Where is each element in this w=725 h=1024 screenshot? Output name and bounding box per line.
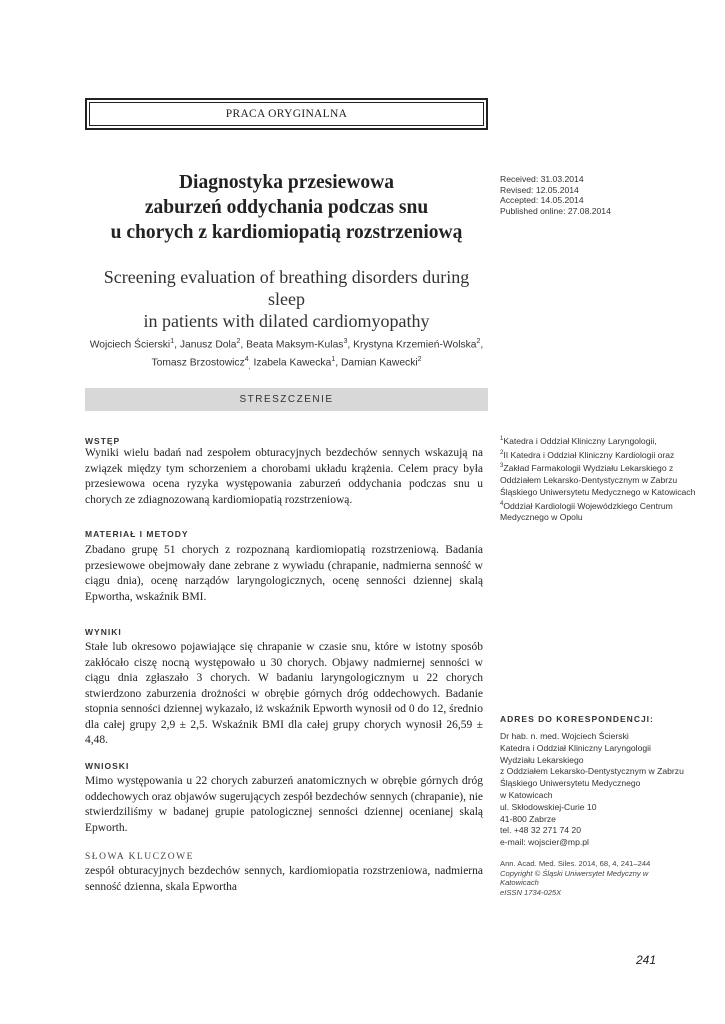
author-name: Wojciech Ścierski <box>89 339 171 351</box>
address-line: w Katowicach <box>500 789 553 800</box>
revised-date: Revised: 12.05.2014 <box>500 184 579 195</box>
section-keywords <box>85 852 483 895</box>
author-aff: 2 <box>476 338 481 345</box>
article-type-banner <box>85 98 488 130</box>
address-line: 41-800 Zabrze <box>500 813 556 824</box>
author-aff: 1 <box>331 355 336 363</box>
address-line: Wydziału Lekarskiego <box>500 754 584 765</box>
published-date: Published online: 27.08.2014 <box>500 205 611 216</box>
section-heading: MATERIAŁ I METODY <box>85 529 189 539</box>
section-body: Wyniki wielu badań nad zespołem obturacyjnych bezdechów sennych wskazują na związek między tym schorzeniem a chorobami układu krążenia. Celem pracy była przesiewowa ocena ryzyka występowania zaburzeń oddychania podczas snu u chorych ze zdiagnozowaną kardiomiopatią rozstrzeniową. <box>85 447 483 506</box>
author-name: Krystyna Krzemień-Wolska <box>353 339 477 351</box>
accepted-date: Accepted: 14.05.2014 <box>500 195 584 206</box>
author-name: Izabela Kawecka <box>253 357 332 369</box>
author-name: Janusz Dola <box>179 339 237 351</box>
author-aff: 4 <box>244 355 249 363</box>
keywords-heading: SŁOWA KLUCZOWE <box>85 852 194 862</box>
title-pl-line: u chorych z kardiomiopatią rozstrzeniową <box>110 222 463 243</box>
section-body: Stałe lub okresowo pojawiające się chrapanie w czasie snu, które w istotny sposób zakłócało ciszę nocną występowało u 30 chorych. Objawy nadmiernej senności w ciągu dnia zgłaszało 3 chorych. W badaniu laryngologicznym u 22 chorych stwierdzono zaburzenia drożności w obrębie górnych dróg oddechowych. Badanie stopnia senności dziennej wykazało, iż wskaźnik Epworth wynosił od 0 do 12, średnio dla całej grupy 2,9 ± 2,5. Wskaźnik BMI dla całej grupy chorych wynosił 26,59 ± 4,48. <box>85 641 483 746</box>
title-polish <box>85 170 488 245</box>
affiliation-item: $^1$Katedra i Oddział Kliniczny Laryngologii, <box>500 435 657 446</box>
author-aff: 2 <box>236 338 241 345</box>
section-results <box>85 627 483 749</box>
email-address[interactable]: e-mail: wojscier@mp.pl <box>500 837 589 848</box>
address-line: tel. +48 32 271 74 20 <box>500 825 581 836</box>
page-number: 241 <box>636 953 657 967</box>
article-dates <box>500 174 611 216</box>
affiliations <box>500 434 710 524</box>
section-methods <box>85 529 483 605</box>
title-en-line: Screening evaluation of breathing disorders during sleep <box>103 267 470 309</box>
section-heading: WYNIKI <box>85 627 122 637</box>
correspondence-address <box>500 731 684 849</box>
title-en-line: in patients with dilated cardiomyopathy <box>143 311 430 331</box>
title-english <box>85 266 488 332</box>
author-aff: 3 <box>343 338 348 345</box>
address-line: z Oddziałem Lekarsko-Dentystycznym w Zabrzu <box>500 766 684 777</box>
citation-block <box>500 859 650 897</box>
title-pl-line: zaburzeń oddychania podczas snu <box>144 197 429 218</box>
received-date: Received: 31.03.2014 <box>500 174 584 184</box>
section-heading: WNIOSKI <box>85 761 130 771</box>
address-line: Katedra i Oddział Kliniczny Laryngologii <box>500 742 651 753</box>
journal-reference: Ann. Acad. Med. Siles. 2014, 68, 4, 241–244 <box>500 859 651 868</box>
author-name: Damian Kawecki <box>340 357 418 369</box>
section-heading: WSTĘP <box>85 436 121 446</box>
author-aff: 1 <box>170 338 175 345</box>
affiliation-item: $^2$II Katedra i Oddział Kliniczny Kardiologii oraz <box>500 449 675 460</box>
summary-heading: STRESZCZENIE <box>85 388 488 411</box>
authors: Wojciech Ścierski$^1$, Janusz Dola$^2$, Beata Maksym-Kulas$^3$, Krystyna Krzemień-Wolska$^2$, Tomasz Brzostowicz$^4_,$ Izabela Kawecka$^1$, Damian Kawecki$^2$ <box>89 338 484 371</box>
author-name: Tomasz Brzostowicz <box>151 357 245 369</box>
keywords-body: zespół obturacyjnych bezdechów sennych, kardiomiopatia rozstrzeniowa, nadmierna senność dzienna, skala Epwortha <box>85 865 483 893</box>
section-body: Zbadano grupę 51 chorych z rozpoznaną kardiomiopatią rozstrzeniową. Badania przesiewowe obejmowały dane zebrane z wywiadu (chrapanie, nadmierna senność w ciągu dnia), ocenę narządów laryngologicznych, ocenę senności dziennej skalą Epwortha, wskaźnik BMI. <box>85 544 483 603</box>
article-type-label: PRACA ORYGINALNA <box>89 102 484 126</box>
address-line: Śląskiego Uniwersytetu Medycznego <box>500 778 641 789</box>
affiliation-item: $^4$Oddział Kardiologii Wojewódzkiego Centrum Medycznego w Opolu <box>500 500 673 523</box>
copyright-notice: Copyright © Śląski Uniwersytet Medyczny w Katowicach <box>500 868 649 888</box>
section-conclusions <box>85 761 483 836</box>
section-introduction <box>85 436 483 508</box>
title-pl-line: Diagnostyka przesiewowa <box>178 172 395 193</box>
author-aff: 2 <box>417 355 422 363</box>
section-body: Mimo występowania u 22 chorych zaburzeń anatomicznych w obrębie górnych dróg oddechowych oraz objawów sugerujących zespół bezdechów sennych (chrapanie), nie stwierdziliśmy w badanej grupie patologicznej senności dziennej ocenianej skalą Epworth. <box>85 775 483 834</box>
eissn: eISSN 1734-025X <box>500 887 562 897</box>
correspondence-heading: ADRES DO KORESPONDENCJI: <box>500 714 654 724</box>
author-name: Beata Maksym-Kulas <box>246 339 344 351</box>
affiliation-item: $^3$Zakład Farmakologii Wydziału Lekarskiego z Oddziałem Lekarsko-Dentystycznym w Zabrzu Śląskiego Uniwersytetu Medycznego w Katowicach <box>500 463 696 497</box>
address-line: ul. Skłodowskiej-Curie 10 <box>500 801 597 812</box>
address-line: Dr hab. n. med. Wojciech Ścierski <box>500 731 629 741</box>
